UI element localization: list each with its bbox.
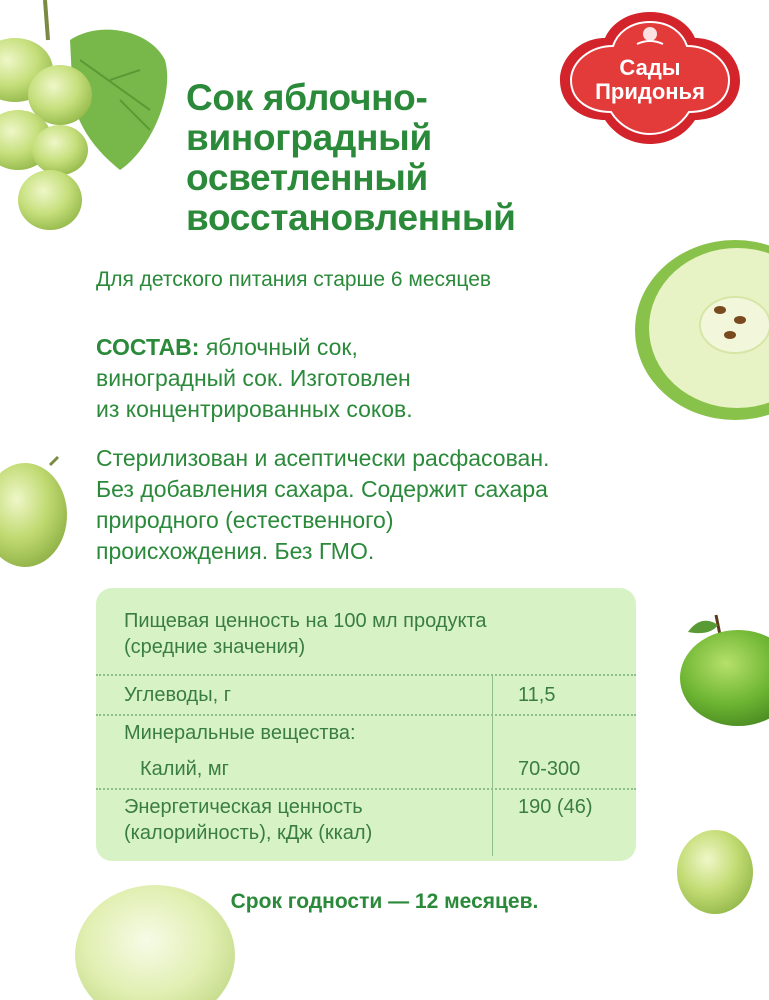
brand-line-2: Придонья: [595, 79, 705, 104]
title-line: виноградный: [186, 117, 432, 158]
product-notes: [96, 443, 656, 567]
composition-label: СОСТАВ:: [96, 334, 200, 360]
carbs-label: Углеводы, г: [124, 684, 231, 706]
brand-line-1: Сады: [619, 55, 681, 80]
divider: [96, 674, 636, 676]
product-title: [186, 78, 616, 238]
carbs-value: 11,5: [518, 684, 556, 706]
composition-block: [96, 332, 616, 425]
divider: [96, 788, 636, 790]
notes-line: Без добавления сахара. Содержит сахара: [96, 476, 548, 502]
potassium-label: Калий, мг: [140, 758, 229, 780]
potassium-value: 70-300: [518, 758, 581, 780]
notes-line: Стерилизован и асептически расфасован.: [96, 445, 550, 471]
divider: [96, 714, 636, 716]
nutrition-header: Пищевая ценность на 100 мл продукта: [124, 610, 487, 632]
column-divider: [492, 676, 493, 856]
energy-label: (калорийность), кДж (ккал): [124, 822, 373, 844]
age-recommendation: Для детского питания старше 6 месяцев: [96, 268, 492, 291]
composition-text: из концентрированных соков.: [96, 396, 413, 422]
energy-label: Энергетическая ценность: [124, 796, 363, 818]
notes-line: происхождения. Без ГМО.: [96, 538, 375, 564]
title-line: Сок яблочно-: [186, 77, 428, 118]
grape-icon: [0, 455, 80, 575]
apple-half-icon: [625, 230, 769, 425]
energy-value: 190 (46): [518, 796, 593, 818]
composition-text: виноградный сок. Изготовлен: [96, 365, 411, 391]
grape-cluster-icon: [0, 0, 180, 250]
nutrition-header: (средние значения): [124, 636, 306, 658]
notes-line: природного (естественного): [96, 507, 394, 533]
nutrition-panel: [96, 588, 636, 861]
minerals-label: Минеральные вещества:: [124, 722, 356, 744]
title-line: восстановленный: [186, 197, 516, 238]
shelf-life: Срок годности — 12 месяцев.: [230, 890, 539, 913]
title-line: осветленный: [186, 157, 429, 198]
green-apple-icon: [678, 610, 769, 730]
composition-text: яблочный сок,: [199, 334, 358, 360]
